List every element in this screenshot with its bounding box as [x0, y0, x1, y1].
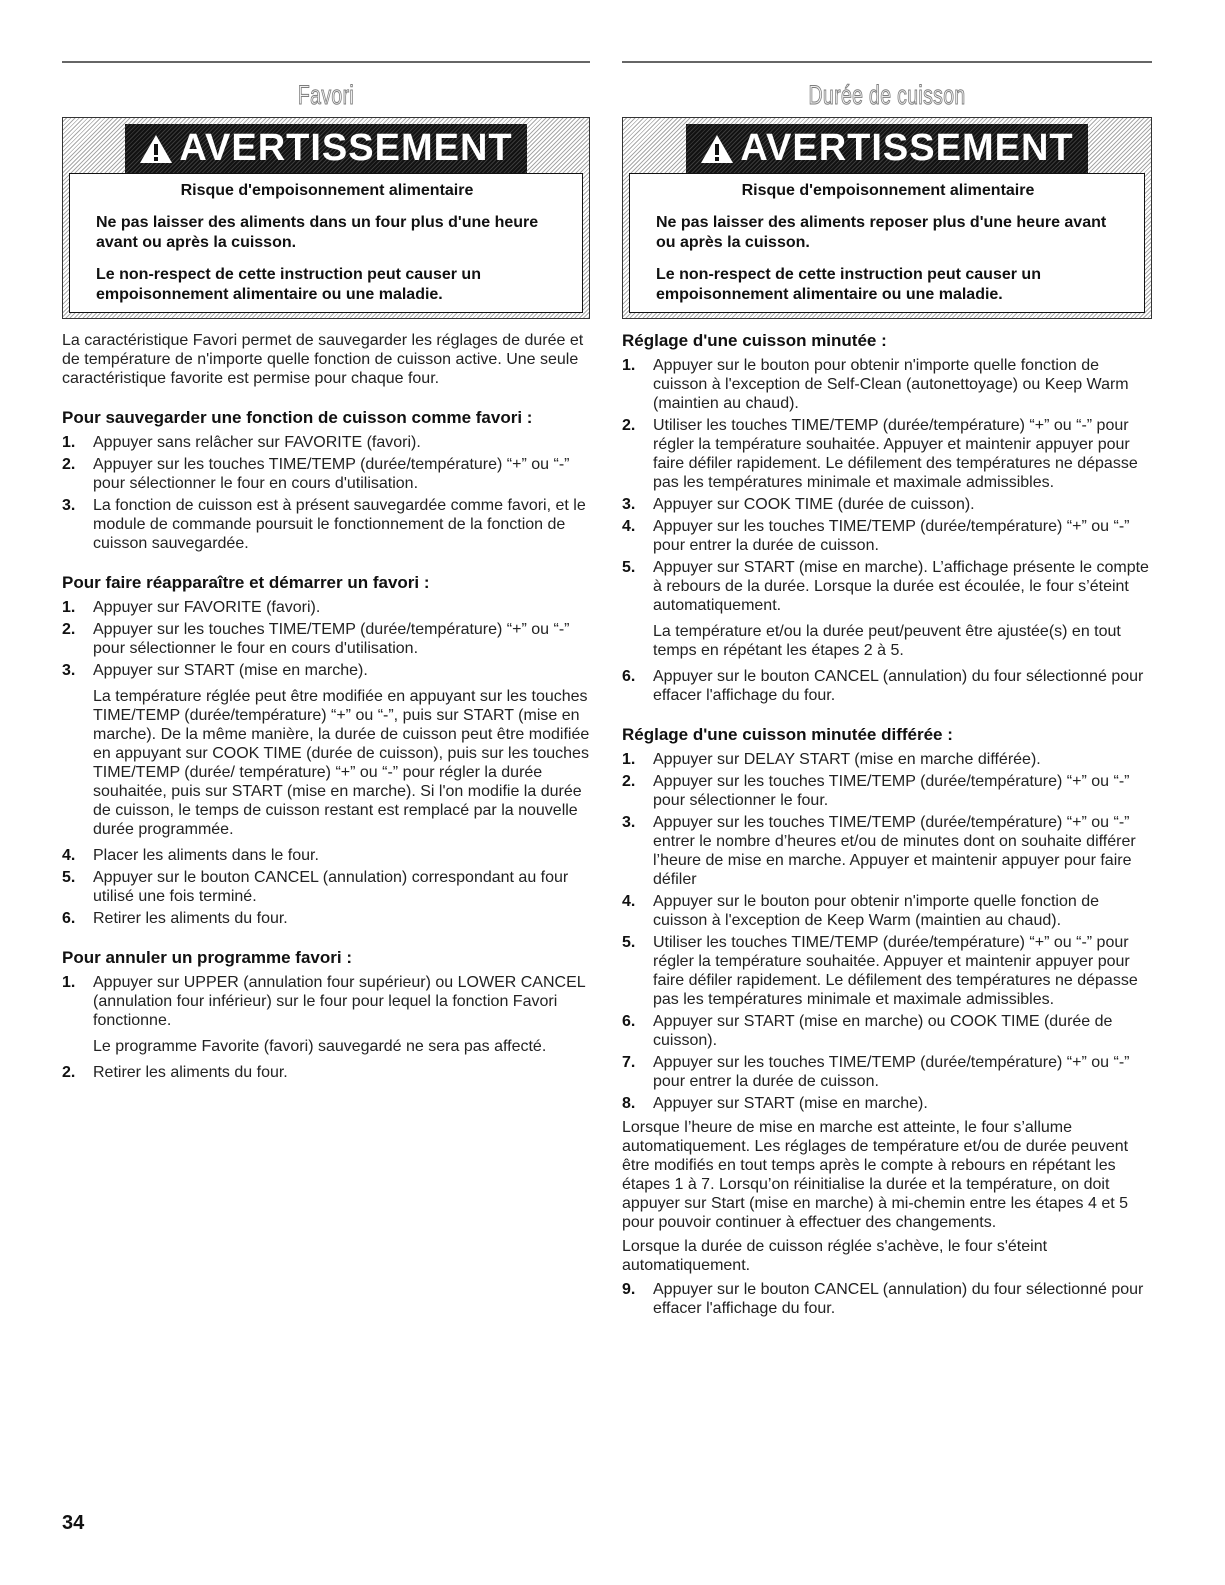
section-title-right: [622, 80, 1152, 112]
step-number: 5.: [62, 869, 76, 886]
warning-header: [63, 121, 589, 173]
step-text: Utiliser les touches TIME/TEMP (durée/température) “+” ou “-” pour régler la température souhaitée. Appuyer et maintenir appuyer pour faire défiler rapidement. Le défilement des températures ne dépasse pas les températures minimale et maximale admissibles.: [653, 934, 1138, 1008]
step: [62, 1063, 590, 1082]
step: [622, 558, 1152, 615]
section-heading: Réglage d'une cuisson minutée :: [622, 331, 887, 350]
step: [622, 772, 1152, 810]
step-number: 1.: [62, 974, 76, 991]
step: [622, 892, 1152, 930]
step-number: 1.: [62, 599, 76, 616]
warning-triangle-icon: [139, 133, 173, 165]
step: [622, 750, 1152, 769]
step-text: Placer les aliments dans le four.: [93, 847, 319, 864]
warning-body: [69, 173, 583, 313]
step: [62, 455, 590, 493]
step-text: Appuyer sur START (mise en marche).: [653, 1095, 928, 1112]
step: [622, 416, 1152, 492]
step: [622, 517, 1152, 555]
step-number: 2.: [62, 621, 76, 638]
warning-instruction: Ne pas laisser des aliments reposer plus d'une heure avant ou après la cuisson.: [656, 214, 1107, 251]
step-text: Appuyer sur COOK TIME (durée de cuisson).: [653, 496, 975, 513]
warning-label: [686, 124, 1087, 173]
step-number: 5.: [622, 934, 636, 951]
step-text: Appuyer sur le bouton pour obtenir n'importe quelle fonction de cuisson à l'exception de Self-Clean (autonettoyage) ou Keep Warm (maintien au chaud).: [653, 357, 1129, 412]
warning-consequence: Le non-respect de cette instruction peut causer un empoisonnement alimentaire ou une maladie.: [656, 266, 1041, 303]
warning-word: AVERTISSEMENT: [740, 127, 1074, 169]
warning-triangle-icon: [700, 133, 734, 165]
step: [62, 661, 590, 680]
body-paragraph: Lorsque l’heure de mise en marche est atteinte, le four s’allume automatiquement. Les réglages de température et/ou de durée peuvent être modifiés en tout temps après le compte à rebours en répétant les étapes 1 à 7. Lorsqu’on réinitialise la durée et la température, on doit appuyer sur Start (mise en marche) à mi-chemin entre les étapes 4 et 5 pour pouvoir continuer à effectuer des changements.: [622, 1119, 1129, 1231]
step: [622, 933, 1152, 1009]
step: [622, 1094, 1152, 1113]
warning-risk: Risque d'empoisonnement alimentaire: [180, 182, 474, 199]
step: [622, 1280, 1152, 1318]
step-number: 8.: [622, 1095, 636, 1112]
step-text: La fonction de cuisson est à présent sauvegardée comme favori, et le module de commande poursuit le fonctionnement de la fonction de cuisson sauvegardée.: [93, 497, 586, 552]
section-heading: Pour sauvegarder une fonction de cuisson comme favori :: [62, 408, 533, 427]
warning-box-right: [622, 117, 1152, 319]
step-number: 1.: [62, 434, 76, 451]
step: [622, 1053, 1152, 1091]
step-number: 4.: [622, 518, 636, 535]
step-text: Appuyer sur DELAY START (mise en marche différée).: [653, 751, 1041, 768]
step-text: Retirer les aliments du four.: [93, 1064, 288, 1081]
step-text: Appuyer sur le bouton pour obtenir n'importe quelle fonction de cuisson à l'exception de Keep Warm (maintien au chaud).: [653, 893, 1100, 929]
step: [62, 868, 590, 906]
step-text: Appuyer sur les touches TIME/TEMP (durée/température) “+” ou “-” pour entrer la durée de cuisson.: [653, 518, 1130, 554]
section-heading: Pour faire réapparaître et démarrer un favori :: [62, 573, 430, 592]
step-text: Appuyer sur les touches TIME/TEMP (durée/température) “+” ou “-” entrer le nombre d’heures et/ou de minutes dont on souhaite différer l’heure de mise en marche. Appuyer et maintenir appuyer pour faire défiler: [653, 814, 1136, 888]
step-number: 2.: [622, 773, 636, 790]
warning-word: AVERTISSEMENT: [179, 127, 513, 169]
section-title-left: [62, 80, 590, 112]
step-text: Appuyer sans relâcher sur FAVORITE (favori).: [93, 434, 421, 451]
step-number: 2.: [62, 456, 76, 473]
step: [622, 813, 1152, 889]
warning-box-left: [62, 117, 590, 319]
page-number: 34: [62, 1512, 85, 1534]
warning-instruction: Ne pas laisser des aliments dans un four plus d'une heure avant ou après la cuisson.: [96, 214, 539, 251]
step-number: 1.: [622, 357, 636, 374]
step: [62, 973, 590, 1030]
step-text: Appuyer sur le bouton CANCEL (annulation) du four sélectionné pour effacer l'affichage du four.: [653, 668, 1144, 704]
step-number: 3.: [622, 496, 636, 513]
section-heading: Pour annuler un programme favori :: [62, 948, 352, 967]
section-title-favori: Favori: [297, 80, 355, 110]
step-note: La température et/ou la durée peut/peuvent être ajustée(s) en tout temps en répétant les étapes 2 à 5.: [653, 623, 1121, 659]
step-number: 3.: [62, 497, 76, 514]
header-rule-left: [62, 61, 590, 63]
warning-consequence: Le non-respect de cette instruction peut causer un empoisonnement alimentaire ou une maladie.: [96, 266, 481, 303]
step: [622, 1012, 1152, 1050]
step: [62, 620, 590, 658]
warning-body: [629, 173, 1145, 313]
step-text: Appuyer sur les touches TIME/TEMP (durée/température) “+” ou “-” pour sélectionner le four en cours d'utilisation.: [93, 621, 570, 657]
right-column: [622, 331, 1152, 1321]
step-text: Appuyer sur UPPER (annulation four supérieur) ou LOWER CANCEL (annulation four inférieur) sur le four pour lequel la fonction Favori fonctionne.: [93, 974, 586, 1029]
step-number: 1.: [622, 751, 636, 768]
step-text: Appuyer sur les touches TIME/TEMP (durée/température) “+” ou “-” pour sélectionner le four.: [653, 773, 1130, 809]
step: [62, 433, 590, 452]
step-note: Le programme Favorite (favori) sauvegardé ne sera pas affecté.: [93, 1038, 547, 1055]
step-number: 7.: [622, 1054, 636, 1071]
step-text: Appuyer sur START (mise en marche).: [93, 662, 368, 679]
step-text: Appuyer sur FAVORITE (favori).: [93, 599, 321, 616]
step-text: Appuyer sur START (mise en marche). L’affichage présente le compte à rebours de la durée. Lorsque la durée est écoulée, le four s’éteint automatiquement.: [653, 559, 1149, 614]
step-number: 3.: [622, 814, 636, 831]
step: [622, 495, 1152, 514]
section-heading: Réglage d'une cuisson minutée différée :: [622, 725, 953, 744]
step-text: Appuyer sur les touches TIME/TEMP (durée/température) “+” ou “-” pour entrer la durée de cuisson.: [653, 1054, 1130, 1090]
step: [622, 667, 1152, 705]
step-text: Appuyer sur les touches TIME/TEMP (durée/température) “+” ou “-” pour sélectionner le four en cours d'utilisation.: [93, 456, 570, 492]
step-text: Utiliser les touches TIME/TEMP (durée/température) “+” ou “-” pour régler la température souhaitée. Appuyer et maintenir appuyer pour faire défiler rapidement. Le défilement des températures ne dépasse pas les températures minimale et maximale admissibles.: [653, 417, 1138, 491]
step-text: Appuyer sur le bouton CANCEL (annulation) du four sélectionné pour effacer l'affichage du four.: [653, 1281, 1144, 1317]
step: [622, 356, 1152, 413]
step-number: 3.: [62, 662, 76, 679]
step-number: 4.: [62, 847, 76, 864]
warning-header: [623, 121, 1151, 173]
step-number: 4.: [622, 893, 636, 910]
warning-label: [125, 124, 526, 173]
step-number: 2.: [62, 1064, 76, 1081]
step-number: 6.: [62, 910, 76, 927]
intro-paragraph: La caractéristique Favori permet de sauvegarder les réglages de durée et de température de n'importe quelle fonction de cuisson active. Une seule caractéristique favorite est permise pour chaque four.: [62, 332, 584, 387]
step-number: 2.: [622, 417, 636, 434]
header-rule-right: [622, 61, 1152, 63]
step-text: Appuyer sur le bouton CANCEL (annulation) correspondant au four utilisé une fois terminé.: [93, 869, 569, 905]
step-note: La température réglée peut être modifiée en appuyant sur les touches TIME/TEMP (durée/température) “+” ou “-”, puis sur START (mise en marche). De la même manière, la durée de cuisson peut être modifiée en appuyant sur COOK TIME (durée de cuisson), puis sur les touches TIME/TEMP (durée/ température) “+” ou “-” pour régler la durée souhaitée, puis sur START (mise en marche). Si l'on modifie la durée de cuisson, le temps de cuisson restant est remplacé par la nouvelle durée programmée.: [93, 688, 590, 838]
warning-risk: Risque d'empoisonnement alimentaire: [741, 182, 1035, 199]
step-number: 6.: [622, 1013, 636, 1030]
step: [62, 496, 590, 553]
step: [62, 598, 590, 617]
left-column: [62, 331, 590, 1085]
section-title-duree: Durée de cuisson: [808, 80, 966, 110]
step-number: 6.: [622, 668, 636, 685]
body-paragraph: Lorsque la durée de cuisson réglée s'achève, le four s'éteint automatiquement.: [622, 1238, 1048, 1274]
step-text: Appuyer sur START (mise en marche) ou COOK TIME (durée de cuisson).: [653, 1013, 1113, 1049]
step: [62, 909, 590, 928]
step-number: 5.: [622, 559, 636, 576]
step: [62, 846, 590, 865]
step-number: 9.: [622, 1281, 636, 1298]
step-text: Retirer les aliments du four.: [93, 910, 288, 927]
